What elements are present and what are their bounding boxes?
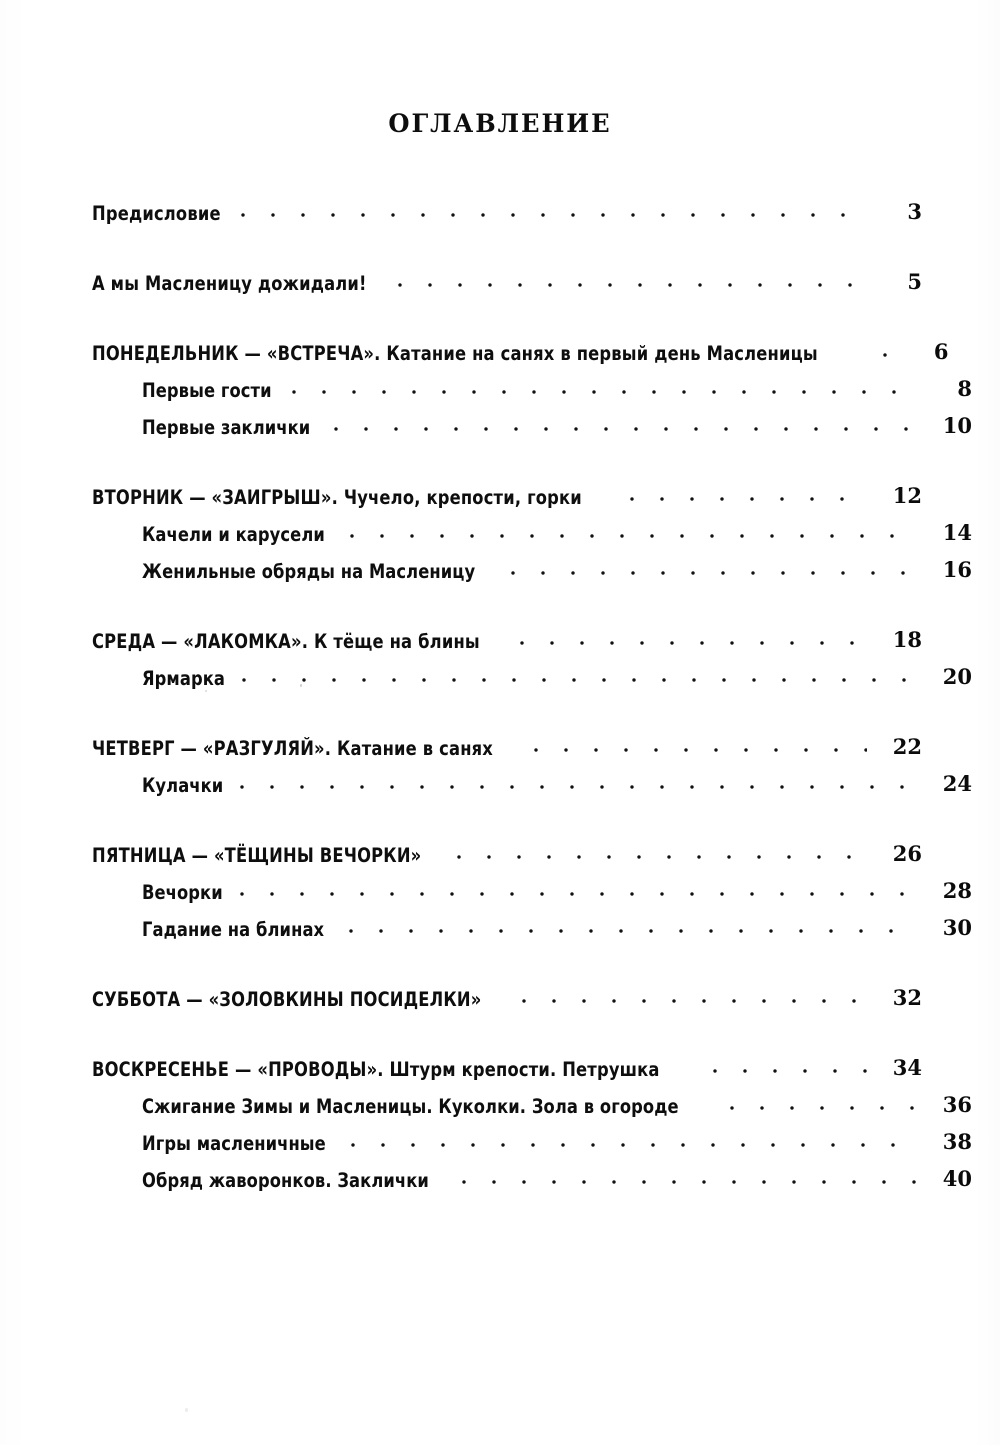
dot-leader: [462, 1180, 918, 1184]
dot-leader: [350, 534, 917, 538]
toc-entry-label: Гадание на блинах: [142, 917, 325, 941]
dot-leader: [334, 427, 917, 431]
group-spacer: [92, 223, 922, 256]
toc-entry[interactable]: [92, 186, 922, 223]
toc-entry[interactable]: [92, 972, 922, 1009]
toc-subentry[interactable]: [92, 363, 972, 400]
dot-leader: [630, 497, 867, 501]
dot-leader: [351, 1143, 917, 1147]
toc-entry-label: ВТОРНИК — «ЗАИГРЫШ». Чучело, крепости, горки: [92, 485, 582, 509]
page-title: оглавление: [388, 100, 612, 141]
table-of-contents: [92, 186, 972, 1192]
scan-speckle: [205, 690, 207, 692]
toc-subentry[interactable]: [92, 1153, 972, 1190]
dot-leader: [240, 785, 917, 789]
toc-group: [92, 721, 972, 797]
toc-entry-label: ЧЕТВЕРГ — «РАЗГУЛЯЙ». Катание в санях: [92, 736, 494, 760]
toc-entry-label: ПОНЕДЕЛЬНИК — «ВСТРЕЧА». Катание на санях в первый день Масленицы: [92, 341, 818, 365]
toc-page-number: 8: [957, 376, 972, 401]
toc-entry[interactable]: [92, 1042, 922, 1079]
toc-page-number: 14: [942, 520, 972, 545]
toc-entry-label: Первые заклички: [142, 415, 311, 439]
toc-entry-label: Сжигание Зимы и Масленицы. Куколки. Зола в огороде: [142, 1094, 679, 1118]
group-spacer: [92, 581, 922, 614]
toc-page-number: 26: [892, 841, 922, 866]
group-spacer: [92, 688, 922, 721]
toc-entry-label: Вечорки: [142, 880, 223, 904]
group-spacer: [92, 939, 922, 972]
toc-entry-label: Кулачки: [142, 773, 224, 797]
dot-leader: [713, 1069, 867, 1073]
group-spacer: [92, 1009, 922, 1042]
toc-entry[interactable]: [92, 614, 922, 651]
toc-entry-label: СУББОТА — «ЗОЛОВКИНЫ ПОСИДЕЛКИ»: [92, 987, 482, 1011]
toc-page-number: 28: [942, 878, 972, 903]
dot-leader: [242, 678, 917, 682]
toc-page-number: 40: [942, 1166, 972, 1191]
toc-entry-label: Первые гости: [142, 378, 272, 402]
toc-page-number: 5: [907, 269, 922, 294]
dot-leader: [398, 283, 867, 287]
toc-subentry[interactable]: [92, 400, 972, 437]
toc-subentry[interactable]: [92, 1116, 972, 1153]
dot-leader: [240, 892, 917, 896]
dot-leader: [349, 929, 917, 933]
toc-subentry[interactable]: [92, 865, 972, 902]
toc-page-number: 24: [942, 771, 972, 796]
toc-entry[interactable]: [92, 256, 922, 293]
toc-entry-label: СРЕДА — «ЛАКОМКА». К тёще на блины: [92, 629, 480, 653]
dot-leader: [520, 641, 867, 645]
dot-leader: [292, 390, 917, 394]
toc-entry[interactable]: [92, 828, 922, 865]
toc-page-number: 32: [892, 985, 922, 1010]
toc-group: [92, 614, 972, 690]
toc-entry-label: Игры масленичные: [142, 1131, 326, 1155]
dot-leader: [730, 1106, 917, 1110]
toc-group: [92, 1042, 972, 1192]
toc-subentry[interactable]: [92, 902, 972, 939]
toc-page-number: 38: [942, 1129, 972, 1154]
toc-group: [92, 186, 922, 223]
dot-leader: [511, 571, 917, 575]
toc-entry[interactable]: [92, 470, 922, 507]
dot-leader: [241, 213, 867, 217]
toc-page-number: 18: [892, 627, 922, 652]
toc-subentry[interactable]: [92, 544, 972, 581]
group-spacer: [92, 293, 922, 326]
toc-page-number: 34: [892, 1055, 922, 1080]
toc-group: [92, 470, 972, 583]
toc-page-number: 16: [942, 557, 972, 582]
toc-subentry[interactable]: [92, 1079, 972, 1116]
toc-subentry[interactable]: [92, 507, 972, 544]
group-spacer: [92, 437, 922, 470]
toc-page-number: 36: [942, 1092, 972, 1117]
toc-entry-label: ВОСКРЕСЕНЬЕ — «ПРОВОДЫ». Штурм крепости. Петрушка: [92, 1057, 660, 1081]
group-spacer: [92, 795, 922, 828]
scan-speckle: [185, 1408, 188, 1412]
toc-entry[interactable]: [92, 721, 922, 758]
toc-page-number: 22: [892, 734, 922, 759]
toc-entry-label: Предисловие: [92, 201, 221, 225]
toc-entry-label: Женильные обряды на Масленицу: [142, 559, 476, 583]
toc-group: [92, 326, 972, 439]
toc-page-number: 6: [933, 339, 949, 364]
toc-group: [92, 828, 972, 941]
toc-entry-label: Качели и карусели: [142, 522, 325, 546]
toc-subentry[interactable]: [92, 758, 972, 795]
scan-speckle: [300, 684, 302, 687]
toc-entry-label: ПЯТНИЦА — «ТЁЩИНЫ ВЕЧОРКИ»: [92, 843, 422, 867]
toc-subentry[interactable]: [92, 651, 972, 688]
toc-group: [92, 256, 922, 293]
toc-group: [92, 972, 922, 1009]
toc-page-number: 20: [942, 664, 972, 689]
dot-leader: [883, 353, 893, 357]
dot-leader: [534, 748, 867, 752]
toc-entry-label: Обряд жаворонков. Заклички: [142, 1168, 429, 1192]
toc-page-number: 12: [892, 483, 922, 508]
toc-entry[interactable]: [92, 326, 949, 365]
toc-page-number: 30: [942, 915, 972, 940]
dot-leader: [522, 999, 867, 1003]
toc-entry-label: А мы Масленицу дожидали!: [92, 271, 367, 295]
toc-page-number: 10: [942, 413, 972, 438]
toc-entry-label: Ярмарка: [142, 666, 226, 690]
dot-leader: [457, 855, 867, 859]
toc-page-number: 3: [907, 199, 922, 224]
